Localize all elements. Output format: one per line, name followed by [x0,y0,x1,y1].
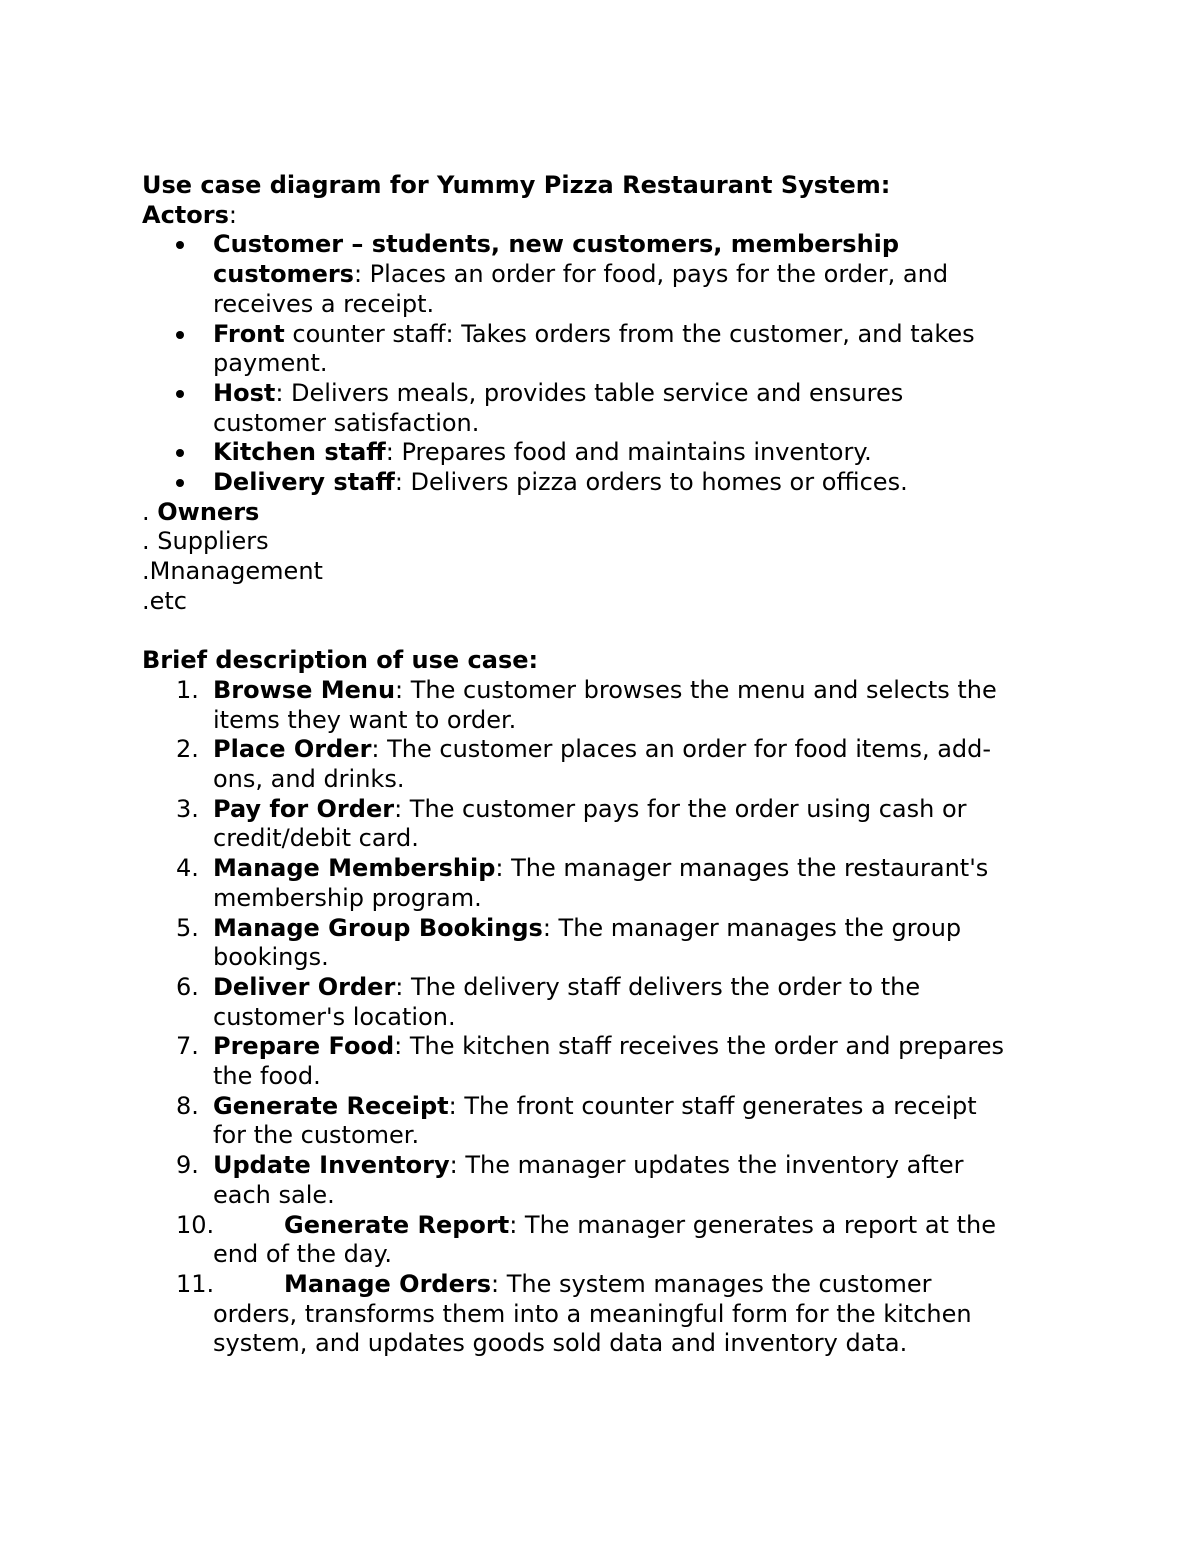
usecase-item: 3. Pay for Order: The customer pays for the order using cash or credit/debit card. [176,794,967,853]
usecase-item: 1. Browse Menu: The customer browses the menu and selects the items they want to order. [176,675,997,734]
actor-item: Host: Delivers meals, provides table service and ensures customer satisfaction. [142,379,1062,438]
usecase-item: 5. Manage Group Bookings: The manager manages the group bookings. [176,913,962,972]
bullet-icon [176,479,184,487]
usecase-item: 7. Prepare Food: The kitchen staff receives the order and prepares the food. [176,1032,1005,1091]
usecase-item: 6. Deliver Order: The delivery staff delivers the order to the customer's location. [176,972,921,1031]
usecase-item: 10. Generate Report: The manager generates a report at the end of the day. [176,1210,996,1269]
document-title: Use case diagram for Yummy Pizza Restaurant System: [142,171,891,199]
actor-item: Kitchen staff: Prepares food and maintains inventory. [142,438,1062,468]
usecase-list [142,676,1062,1359]
actor-etc: .etc [142,586,187,615]
bullet-icon [176,241,184,249]
actor-item: Delivery staff: Delivers pizza orders to homes or offices. [142,468,1062,498]
actor-management: .Mnanagement [142,557,323,586]
usecase-item: 4. Manage Membership: The manager manages the restaurant's membership program. [176,854,989,912]
actor-item: Front counter staff: Takes orders from the customer, and takes payment. [142,320,1062,379]
usecase-item: 11. Manage Orders: The system manages the customer orders, transforms them into a meaningful form for the kitchen system, and updates goods sold data and inventory data. [176,1270,972,1358]
document-body [142,171,1062,1359]
usecase-item: 8. Generate Receipt: The front counter staff generates a receipt for the customer. [176,1091,977,1150]
actor-suppliers: . Suppliers [142,527,269,556]
actors-heading: Actors: [142,200,237,229]
actor-item: Customer – students, new customers, membership customers: Places an order for food, pays for the order, and receives a receipt. [142,230,1062,319]
bullet-icon [176,331,184,339]
spacer [142,617,1062,647]
bullet-icon [176,390,184,398]
usecase-item: 2. Place Order: The customer places an order for food items, add- ons, and drinks. [176,735,992,794]
usecase-heading: Brief description of use case: [142,646,539,675]
actors-list [142,230,1062,497]
bullet-icon [176,449,184,457]
usecase-item: 9. Update Inventory: The manager updates the inventory after each sale. [176,1151,964,1209]
actor-owners: . Owners [142,497,260,526]
